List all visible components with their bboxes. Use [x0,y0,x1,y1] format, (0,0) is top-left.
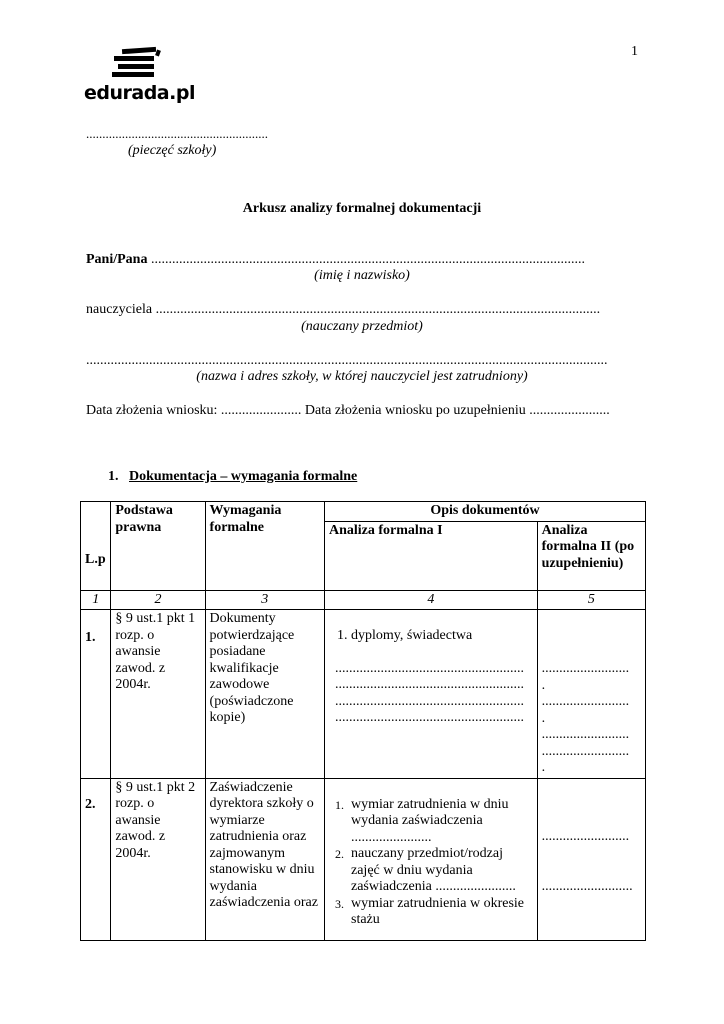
page-title: Arkusz analizy formalnej dokumentacji [242,201,482,216]
analysis-dots: ......................... [541,727,630,742]
analysis-dots: ...................................................... [335,693,524,709]
row-requirements: Zaświadczenie dyrektora szkoły o wymiarze zatrudnienia oraz zajmowanym stanowisku w dniu wydania zaświadczenia oraz [205,778,324,940]
dates-line: Data złożenia wniosku: ....................... Data złożenia wniosku po uzupełnieniu ....................... [86,403,610,418]
row-lp: 1. [81,610,111,779]
analysis-dots: ...................................................... [335,660,524,676]
list-item: 3. wymiar zatrudnienia w okresie stażu [335,895,524,927]
analysis-dots: ......................... [541,828,630,844]
teacher-label: nauczyciela [86,302,153,317]
header-documents: Opis dokumentów [325,502,646,522]
requirements-list [329,797,533,929]
section-title: Dokumentacja – wymagania formalne [129,469,358,484]
table-row [81,610,646,779]
row-analysis-2 [537,778,645,940]
school-caption: (nazwa i adres szkoły, w której nauczyciel jest zatrudniony) [196,369,528,384]
section-heading [108,469,357,485]
analysis-dots: ......................... [541,743,630,759]
logo-text: edurada.pl [84,82,195,104]
row-basis: § 9 ust.1 pkt 1 rozp. o awansie zawod. z 2004r. [111,610,205,779]
column-numbers-row [81,590,646,610]
header-lp: L.p [81,502,111,591]
header-basis: Podstawa prawna [111,502,205,591]
row-analysis-1 [325,778,538,940]
logo [84,46,194,106]
requirements-table [80,501,646,941]
list-item: 2. nauczany przedmiot/rodzaj zajęć w dniu wydania zaświadczenia ....................... [335,846,516,894]
teacher-caption: (nauczany przedmiot) [301,319,423,334]
col-number: 5 [537,590,645,610]
stamp-dots: ........................................................ [86,126,268,141]
analysis-dots: ...................................................... [335,677,524,692]
analysis-dots: ......................... [541,661,630,676]
row-analysis-1 [325,610,538,779]
teacher-line [86,302,638,318]
section-number: 1. [108,469,119,484]
stamp-label: (pieczęć szkoły) [128,143,217,158]
page-number: 1 [631,44,638,59]
col-number: 1 [81,590,111,610]
analysis-dots: . [541,760,546,775]
row-analysis-2 [537,610,645,779]
list-item: 1. wymiar zatrudnienia w dniu wydania zaświadczenia ....................... [335,796,509,845]
analysis-dots: ......................... [541,694,630,709]
teacher-dots: ............................................................................................................................... [152,302,601,317]
col-number: 2 [111,590,205,610]
school-dots: ..................................................................................................................................................... [86,353,608,368]
header-analysis-2: Analiza formalna II (po uzupełnieniu) [537,521,645,590]
analysis-dots: .......................... [541,879,633,894]
name-label: Pani/Pana [86,252,148,267]
analysis-dots: . [541,710,546,726]
table-header-row [81,502,646,522]
analysis-dots: . [541,677,546,693]
name-caption: (imię i nazwisko) [314,268,410,283]
col-number: 3 [205,590,324,610]
name-line [86,252,638,268]
table-row [81,778,646,940]
header-analysis-1: Analiza formalna I [325,521,538,590]
logo-stack-icon [110,46,180,82]
row-lp: 2. [81,778,111,940]
analysis-dots: ...................................................... [335,710,524,725]
analysis-item: 1. dyplomy, świadectwa [337,628,473,643]
row-basis: § 9 ust.1 pkt 2 rozp. o awansie zawod. z 2004r. [111,778,205,940]
name-dots: ............................................................................................................................ [147,252,585,267]
col-number: 4 [325,590,538,610]
header-requirements: Wymagania formalne [205,502,324,591]
row-requirements: Dokumenty potwierdzające posiadane kwalifikacje zawodowe (poświadczone kopie) [205,610,324,779]
